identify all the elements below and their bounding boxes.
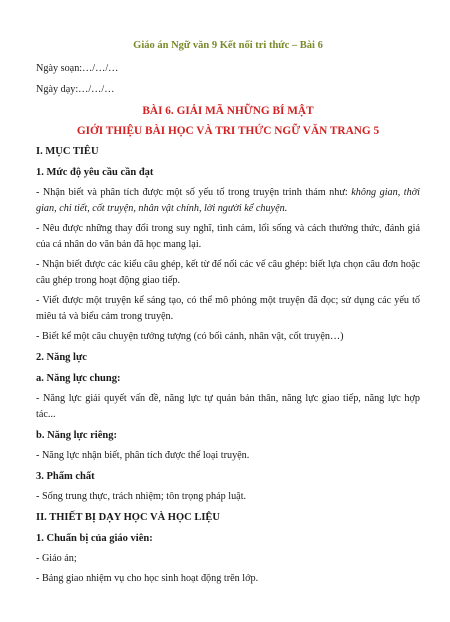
document-page — [0, 40, 450, 622]
subsection-heading-general-competency: a. Năng lực chung: — [36, 373, 121, 384]
paragraph-4: - Viết được một truyện kể sáng tạo, có thể mô phỏng một truyện đã đọc; sử dụng các yếu tố miêu tả và biểu cảm trong truyện. — [36, 295, 420, 322]
subsection-heading-teacher-preparation: 1. Chuẩn bị của giáo viên: — [36, 533, 153, 544]
paragraph-5: - Biết kể một câu chuyện tưởng tượng (có bối cảnh, nhân vật, cốt truyện…) — [36, 331, 344, 342]
lesson-title: BÀI 6. GIẢI MÃ NHỮNG BÍ MẬT — [142, 105, 314, 117]
paragraph-1-text: - Nhận biết và phân tích được một số yếu tố trong truyện trinh thám như: — [36, 187, 352, 198]
subsection-heading-competency: 2. Năng lực — [36, 352, 87, 363]
paragraph-3: - Nhận biết được các kiểu câu ghép, kết từ để nối các vế câu ghép: biết lựa chọn câu đơn hoặc câu ghép trong hoạt động giao tiếp. — [36, 259, 420, 286]
paragraph-1-italic: không gian, thời gian, chi tiết, cốt truyện, nhân vật chính, lời người kể chuyện. — [36, 187, 420, 214]
paragraph-8: - Sống trung thực, trách nhiệm; tôn trọng pháp luật. — [36, 491, 247, 502]
paragraph-9: - Giáo án; — [36, 553, 77, 564]
paragraph-1 — [36, 185, 420, 217]
subsection-heading-specific-competency: b. Năng lực riêng: — [36, 430, 117, 441]
subsection-heading-qualities: 3. Phẩm chất — [36, 471, 95, 482]
subsection-heading-requirements: 1. Mức độ yêu cầu cần đạt — [36, 167, 154, 178]
page-header: Giáo án Ngữ văn 9 Kết nối tri thức – Bài 6 — [133, 40, 323, 51]
paragraph-2: - Nêu được những thay đổi trong suy nghĩ, tình cảm, lối sống và cách thưởng thức, đánh giá của cá nhân do văn bản đã học mang lại. — [36, 223, 420, 250]
section-heading-equipment: II. THIẾT BỊ DẠY HỌC VÀ HỌC LIỆU — [36, 512, 220, 523]
preparation-date: Ngày soạn:…/…/… — [36, 63, 119, 74]
lesson-meta — [36, 61, 420, 97]
section-heading-objectives: I. MỤC TIÊU — [36, 146, 99, 157]
lesson-subtitle: GIỚI THIỆU BÀI HỌC VÀ TRI THỨC NGỮ VĂN TRANG 5 — [76, 125, 380, 137]
teaching-date: Ngày dạy:…/…/… — [36, 84, 115, 95]
paragraph-10: - Bảng giao nhiệm vụ cho học sinh hoạt động trên lớp. — [36, 573, 259, 584]
paragraph-6: - Năng lực giải quyết vấn đề, năng lực tự quản bản thân, năng lực giao tiếp, năng lực hợp tác... — [36, 393, 420, 420]
paragraph-7: - Năng lực nhận biết, phân tích được thể loại truyện. — [36, 450, 250, 461]
